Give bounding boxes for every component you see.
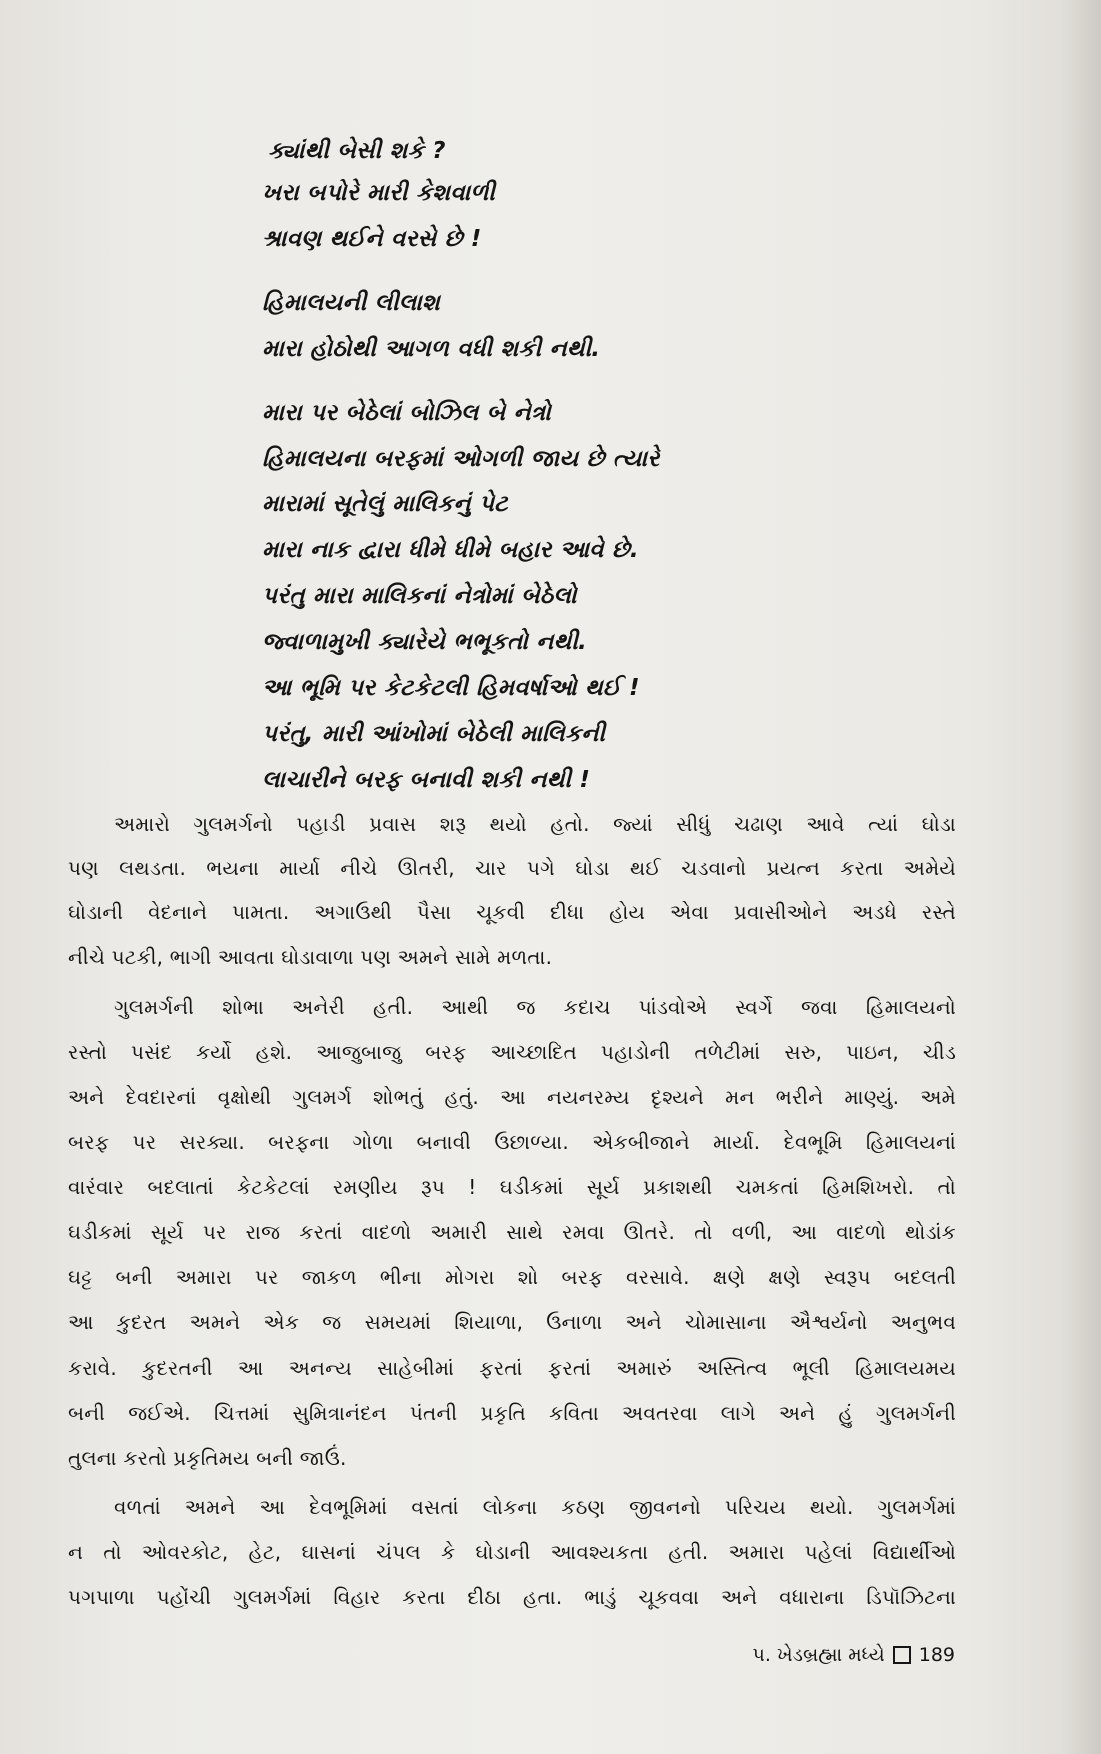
- poem-line: મારા પર બેઠેલાં બોઝિલ બે નેત્રો: [262, 400, 551, 426]
- poem-line: પરંતુ મારા માલિકનાં નેત્રોમાં બેઠેલો: [262, 583, 577, 609]
- prose-line: રસ્તો પસંદ કર્યો હશે. આજુબાજુ બરફ આચ્છાદિત પહાડોની તળેટીમાં સરુ, પાઇન, ચીડ: [68, 1040, 956, 1064]
- prose-line: પણ લથડતા. ભયના માર્યા નીચે ઊતરી, ચાર પગે ઘોડા થઈ ચડવાનો પ્રયત્ન કરતા અમેયે: [68, 856, 956, 880]
- prose-line: ન તો ઓવરકોટ, હેટ, ઘાસનાં ચંપલ કે ઘોડાની આવશ્યકતા હતી. અમારા પહેલાં વિદ્યાર્થીઓ: [68, 1540, 956, 1564]
- prose-line: વળતાં અમને આ દેવભૂમિમાં વસતાં લોકના કઠણ જીવનનો પરિચય થયો. ગુલમર્ગમાં: [114, 1495, 956, 1519]
- page-number: 189: [918, 1644, 955, 1666]
- poem-line: ખરા બપોરે મારી કેશવાળી: [262, 180, 496, 206]
- poem-line: હિમાલયના બરફમાં ઓગળી જાય છે ત્યારે: [262, 446, 660, 472]
- prose-line: ગુલમર્ગની શોભા અનેરી હતી. આથી જ કદાચ પાંડવોએ સ્વર્ગે જવા હિમાલયનો: [114, 995, 956, 1019]
- box-separator-icon: [893, 1646, 911, 1664]
- prose-line: બરફ પર સરક્યા. બરફના ગોળા બનાવી ઉછાળ્યા. એકબીજાને માર્યા. દેવભૂમિ હિમાલયનાં: [68, 1130, 956, 1154]
- poem-line: જ્વાળામુખી ક્યારેયે ભભૂકતો નથી.: [262, 629, 587, 655]
- prose-line: ઘોડાની વેદનાને પામતા. અગાઉથી પૈસા ચૂકવી દીધા હોય એવા પ્રવાસીઓને અડધે રસ્તે: [68, 900, 956, 924]
- prose-line: ઘટ્ટ બની અમારા પર જાકળ ભીના મોગરા શો બરફ વરસાવે. ક્ષણે ક્ષણે સ્વરૂપ બદલતી: [68, 1265, 956, 1289]
- poem-line: મારામાં સૂતેલું માલિકનું પેટ: [262, 491, 508, 517]
- poem-line: પરંતુ, મારી આંખોમાં બેઠેલી માલિકની: [262, 721, 606, 747]
- poem-line: હિમાલયની લીલાશ: [262, 290, 440, 316]
- chapter-running-title: પ. ખેડબ્રહ્મા મધ્યે: [752, 1644, 885, 1666]
- prose-line: નીચે પટકી, ભાગી આવતા ઘોડાવાળા પણ અમને સામે મળતા.: [68, 945, 553, 969]
- prose-line: આ કુદરત અમને એક જ સમયમાં શિયાળા, ઉનાળા અને ચોમાસાના ઐશ્વર્યનો અનુભવ: [68, 1310, 956, 1334]
- prose-line: તુલના કરતો પ્રકૃતિમય બની જાઉં.: [68, 1446, 347, 1470]
- prose-line: અને દેવદારનાં વૃક્ષોથી ગુલમર્ગ શોભતું હતું. આ નયનરમ્ય દૃશ્યને મન ભરીને માણ્યું. અમે: [68, 1085, 956, 1109]
- prose-line: પગપાળા પહોંચી ગુલમર્ગમાં વિહાર કરતા દીઠા હતા. ભાડું ચૂકવવા અને વધારાના ડિપૉઝિટના: [68, 1585, 956, 1609]
- prose-line: ઘડીકમાં સૂર્ય પર રાજ કરતાં વાદળો અમારી સાથે રમવા ઊતરે. તો વળી, આ વાદળો થોડાંક: [68, 1220, 956, 1244]
- poem-line: ક્યાંથી બેસી શકે ?: [268, 138, 446, 164]
- prose-line: કરાવે. કુદરતની આ અનન્ય સાહેબીમાં ફરતાં ફરતાં અમારું અસ્તિત્વ ભૂલી હિમાલયમય: [68, 1356, 956, 1380]
- poem-line: આ ભૂમિ પર કેટકેટલી હિમવર્ષાઓ થઈ !: [262, 675, 640, 701]
- poem-line: લાચારીને બરફ બનાવી શકી નથી !: [262, 767, 591, 793]
- page-footer: [753, 1642, 955, 1668]
- poem-line: શ્રાવણ થઈને વરસે છે !: [262, 226, 482, 252]
- poem-line: મારા હોઠોથી આગળ વધી શકી નથી.: [262, 336, 601, 362]
- page-spine-shadow: [1061, 0, 1101, 1754]
- prose-line: અમારો ગુલમર્ગનો પહાડી પ્રવાસ શરૂ થયો હતો. જ્યાં સીધું ચઢાણ આવે ત્યાં ઘોડા: [114, 812, 956, 836]
- prose-line: વારંવાર બદલાતાં કેટકેટલાં રમણીય રૂપ ! ઘડીકમાં સૂર્ય પ્રકાશથી ચમકતાં હિમશિખરો. તો: [68, 1175, 956, 1199]
- poem-line: મારા નાક દ્વારા ધીમે ધીમે બહાર આવે છે.: [262, 537, 639, 563]
- prose-line: બની જઈએ. ચિત્તમાં સુમિત્રાનંદન પંતની પ્રકૃતિ કવિતા અવતરવા લાગે અને હું ગુલમર્ગની: [68, 1401, 956, 1425]
